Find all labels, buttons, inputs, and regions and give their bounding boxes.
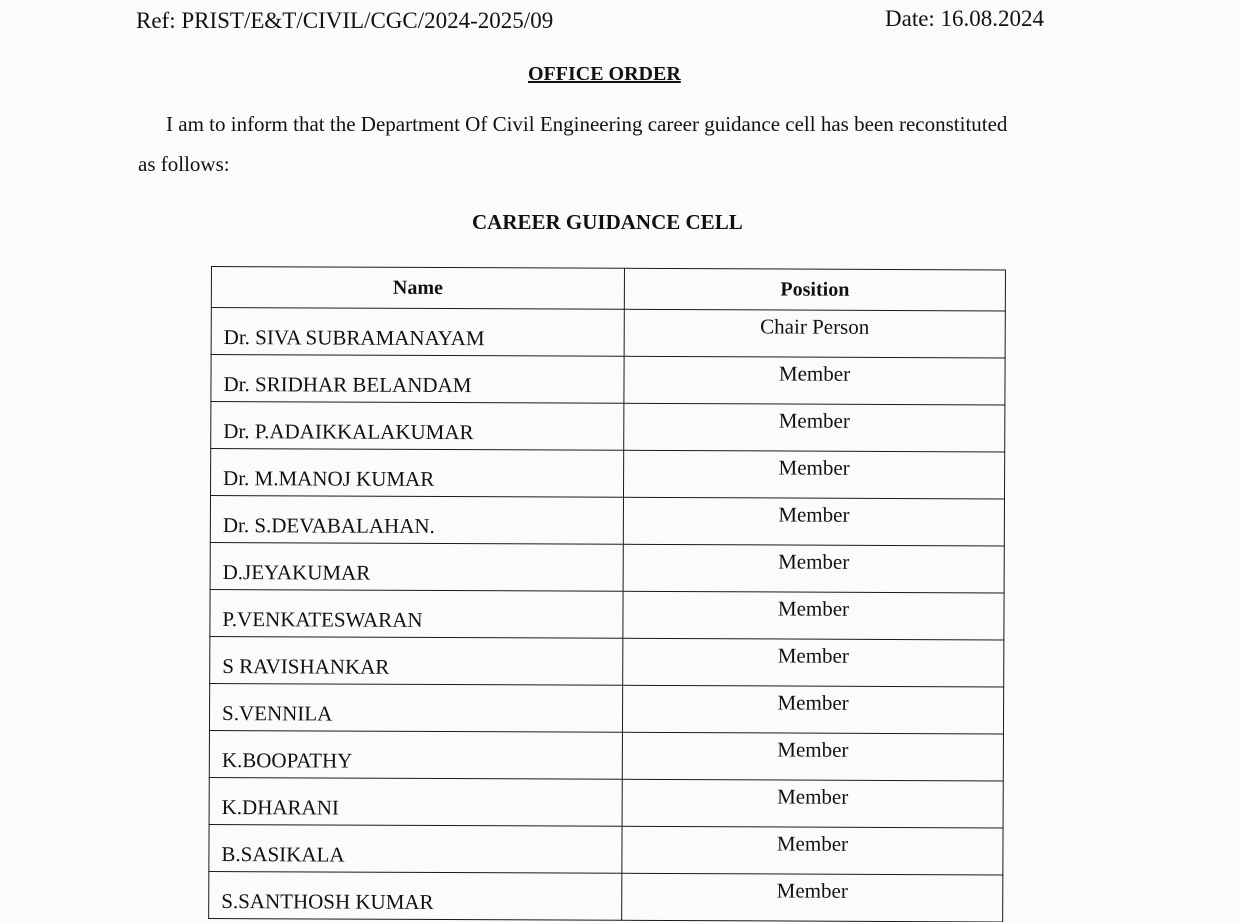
order-date: Date: 16.08.2024 [885, 6, 1045, 31]
member-position: Member [623, 544, 1004, 593]
member-name: B.SASIKALA [209, 824, 622, 873]
reference-number: Ref: PRIST/E&T/CIVIL/CGC/2024-2025/09 [136, 8, 554, 33]
member-name: Dr. S.DEVABALAHAN. [210, 496, 623, 545]
member-name: S.SANTHOSH KUMAR [209, 871, 622, 920]
member-name: Dr. SIVA SUBRAMANAYAM [211, 308, 624, 357]
member-position: Member [624, 403, 1005, 452]
member-name: D.JEYAKUMAR [210, 542, 623, 591]
member-position: Member [622, 732, 1003, 781]
member-name: P.VENKATESWARAN [210, 589, 623, 638]
member-position: Member [623, 450, 1004, 499]
header-position: Position [624, 268, 1005, 311]
document-title: OFFICE ORDER [528, 63, 681, 85]
member-name: Dr. P.ADAIKKALAKUMAR [211, 402, 624, 451]
table-row [211, 402, 1005, 452]
header-name: Name [211, 267, 624, 310]
member-name: S.VENNILA [209, 683, 622, 732]
member-position: Member [622, 826, 1003, 875]
table-row [210, 542, 1004, 592]
member-name: S RAVISHANKAR [210, 636, 623, 685]
body-text-line-2: as follows: [138, 152, 230, 176]
table-row [211, 308, 1005, 358]
member-name: K.BOOPATHY [209, 730, 622, 779]
table-row [210, 496, 1004, 546]
table-row [209, 824, 1003, 874]
table-row [210, 636, 1004, 686]
table-row [210, 449, 1004, 499]
member-name: Dr. M.MANOJ KUMAR [210, 449, 623, 498]
member-position: Member [623, 497, 1004, 546]
member-name: Dr. SRIDHAR BELANDAM [211, 355, 624, 404]
table-header-row [211, 267, 1005, 311]
table-row [211, 355, 1005, 405]
member-position: Member [622, 779, 1003, 828]
table-row [210, 589, 1004, 639]
body-text-line-1: I am to inform that the Department Of Civil Engineering career guidance cell has been reconstituted [166, 112, 1008, 136]
table-row [209, 683, 1003, 733]
member-name: K.DHARANI [209, 777, 622, 826]
table-row [209, 730, 1003, 780]
members-table [208, 266, 1006, 922]
member-position: Member [622, 685, 1003, 734]
table-row [209, 871, 1003, 921]
member-position: Member [623, 591, 1004, 640]
member-position: Chair Person [624, 309, 1005, 358]
member-position: Member [622, 873, 1003, 922]
member-position: Member [623, 638, 1004, 687]
table-title: CAREER GUIDANCE CELL [472, 210, 743, 234]
member-position: Member [624, 356, 1005, 405]
table-row [209, 777, 1003, 827]
